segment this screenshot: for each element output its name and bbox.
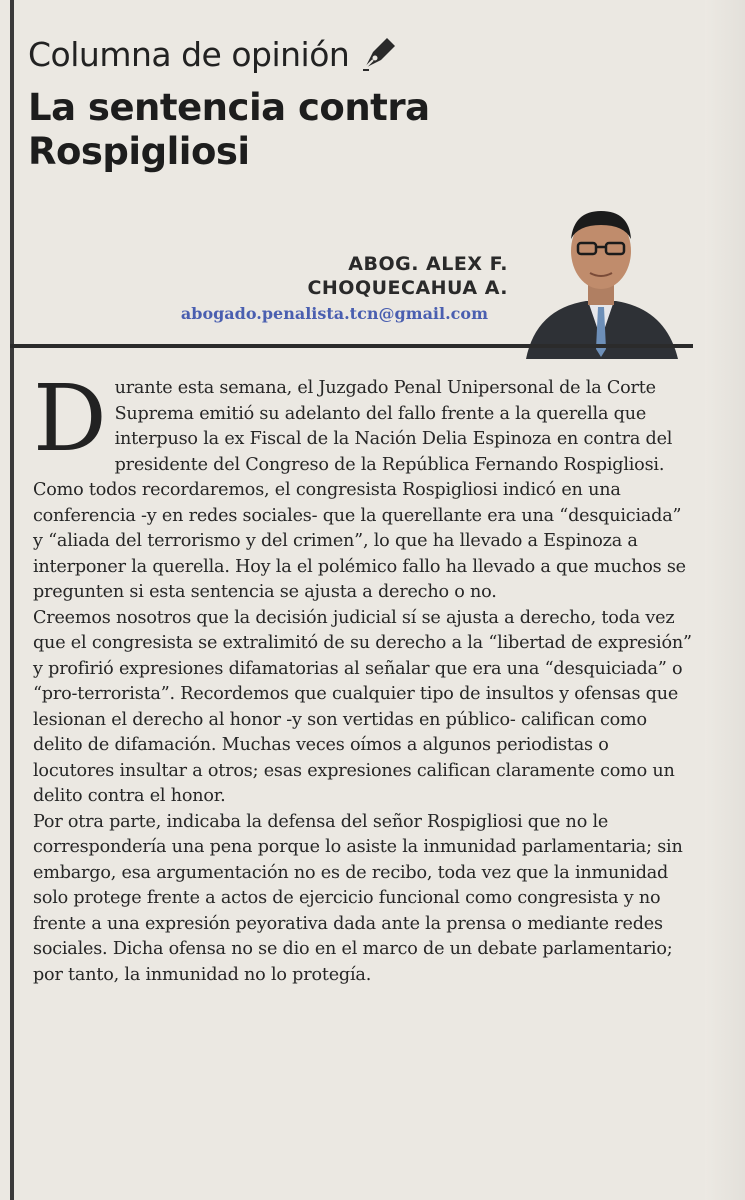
paragraph-1-text: urante esta semana, el Juzgado Penal Unipersonal de la Corte Suprema emitió su adelanto del fallo frente a la querella que interpuso la ex Fiscal de la Nación Delia Espinoza en contra del presidente del Congreso de la República Fernando Rospigliosi. Como todos recordaremos, el congresista Rospigliosi indicó en una conferencia -y en redes sociales- que la querellante era una “desquiciada” y “aliada del terrorismo y del crimen”, lo que ha llevado a Espinoza a interponer la querella. Hoy la el polémico fallo ha llevado a que muchos se pregunten si esta sentencia se ajusta a derecho o no. — [33, 378, 686, 602]
author-name-line-1: ABOG. ALEX F. — [348, 253, 508, 275]
pen-nib-icon — [359, 34, 399, 74]
byline-divider — [10, 344, 693, 348]
headline-line-2: Rospigliosi — [28, 130, 250, 173]
column-rule — [10, 0, 14, 1200]
paragraph-3: Por otra parte, indicaba la defensa del señor Rospigliosi que no le correspondería una pena porque lo asiste la inmunidad parlamentaria; sin embargo, esa argumentación no es de recibo, toda vez que la inmunidad solo protege frente a actos de ejercicio funcional como congresista y no frente a una expresión peyorativa dada ante la prensa o mediante redes sociales. Dicha ofensa no se dio en el marco de un debate parlamentario; por tanto, la inmunidad no lo protegía. — [33, 811, 683, 985]
paragraph-1 — [33, 365, 693, 606]
headline — [28, 86, 708, 174]
author-name-line-2: CHOQUECAHUA A. — [307, 277, 508, 299]
author-name — [307, 252, 508, 300]
author-email: abogado.penalista.tcn@gmail.com — [180, 304, 488, 323]
kicker-text: Columna de opinión — [28, 34, 350, 74]
dropcap: D — [33, 365, 107, 472]
article-body — [33, 365, 693, 988]
headline-line-1: La sentencia contra — [28, 86, 430, 129]
paragraph-2: Creemos nosotros que la decisión judicial sí se ajusta a derecho, toda vez que el congresista se extralimitó de su derecho a la “libertad de expresión” y profirió expresiones difamatorias al señalar que era una “desquiciada” o “pro-terrorista”. Recordemos que cualquier tipo de insultos y ofensas que lesionan el derecho al honor -y son vertidas en público- califican como delito de difamación. Muchas veces oímos a algunos periodistas o locutores insultar a otros; esas expresiones califican claramente como un delito contra el honor. — [33, 607, 692, 806]
section-kicker — [28, 32, 708, 76]
page-edge — [705, 0, 745, 1200]
byline — [28, 174, 708, 364]
opinion-article — [28, 20, 708, 364]
author-photo — [516, 189, 686, 359]
